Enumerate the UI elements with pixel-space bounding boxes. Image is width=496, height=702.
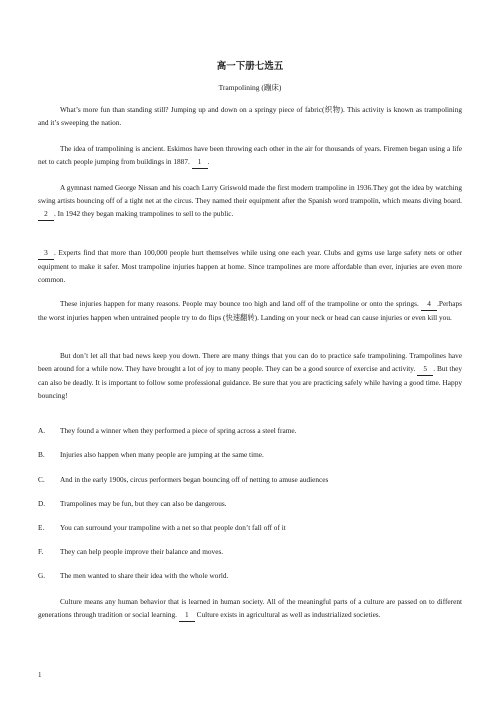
option-text: And in the early 1900s, circus performers began bouncing off of netting to amuse audiences — [60, 475, 329, 484]
option-b[interactable] — [38, 449, 462, 461]
paragraph-6-text-a: But don’t let all that bad news keep you down. There are many things that you can do to practice safe trampolining. Trampolines have been around for a while now. They have brought a lot of joy to many people. They can be a good source of exercise and activity. — [38, 351, 462, 373]
blank-5[interactable]: 5 — [417, 362, 433, 376]
paragraph-6-text-b: . But they can also be deadly. It is important to follow some professional guidance. Be sure that you are practicing safely while having a good time. Happy bouncing! — [38, 364, 462, 400]
blank-4[interactable]: 4 — [421, 297, 437, 311]
option-letter: E. — [38, 523, 45, 532]
blank-1[interactable]: 1 — [192, 155, 208, 169]
option-f[interactable] — [38, 546, 462, 558]
paragraph-2-text-b: . — [207, 157, 210, 166]
culture-text-a: Culture means any human behavior that is learned in human society. All of the meaningful parts of a culture are passed on to different generations through tradition or social learning. — [38, 597, 462, 619]
option-letter: A. — [38, 426, 46, 435]
option-letter: D. — [38, 499, 46, 508]
option-d[interactable] — [38, 498, 462, 510]
culture-text-b: Culture exists in agricultural as well as industrialized societies. — [196, 610, 381, 619]
option-text: They found a winner when they performed a piece of spring across a steel frame. — [60, 426, 297, 435]
option-g[interactable] — [38, 570, 462, 582]
paragraph-1-text: What’s more fun than standing still? Jumping up and down on a springy piece of fabric(织物). This activity is known as trampolining and it’s sweeping the nation. — [38, 105, 462, 127]
paragraph-5 — [38, 297, 462, 324]
paragraph-3-text-b: . In 1942 they began making trampolines to sell to the public. — [54, 209, 234, 218]
paragraph-5-text-b: .Perhaps the worst injuries happen when untrained people try to do flips (快速翻转). Landing on your neck or head can cause injuries or even kill you. — [38, 299, 462, 322]
option-letter: G. — [38, 571, 46, 580]
paragraph-4 — [38, 246, 462, 286]
option-text: The men wanted to share their idea with the whole world. — [60, 571, 229, 580]
paragraph-5-text-a: These injuries happen for many reasons. People may bounce too high and land off of the trampoline or onto the springs. — [60, 299, 419, 308]
blank-culture-1[interactable]: 1 — [179, 608, 195, 622]
paragraph-4-text: . Experts find that more than 100,000 people hurt themselves while using one each year. Clubs and gyms use large safety nets or other equipment to make it safer. Most trampoline injuries happen at home. Since trampolines are more affordable than ever, injuries are even more common. — [38, 248, 462, 284]
option-text: They can help people improve their balance and moves. — [60, 547, 224, 556]
paragraph-1 — [38, 103, 462, 129]
option-letter: C. — [38, 475, 45, 484]
option-text: Trampolines may be fun, but they can also be dangerous. — [60, 499, 227, 508]
option-c[interactable] — [38, 474, 462, 486]
paragraph-3 — [38, 181, 462, 221]
paragraph-2-text-a: The idea of trampolining is ancient. Eskimos have been throwing each other in the air for thousands of years. Firemen began using a life net to catch people jumping from buildings in 1887. — [38, 144, 462, 166]
option-letter: F. — [38, 547, 44, 556]
paragraph-6 — [38, 349, 462, 402]
page-number: 1 — [38, 671, 42, 679]
paragraph-3-text-a: A gymnast named George Nissan and his coach Larry Griswold made the first modern trampoline in 1936.They got the idea by watching swing artists bouncing off of a tight net at the circus. They named their equipment after the Spanish word trampolín, which means diving board. — [38, 183, 462, 205]
option-text: You can surround your trampoline with a net so that people don’t fall off of it — [60, 523, 286, 532]
paragraph-2 — [38, 142, 462, 169]
passage-title: Trampolining (蹦床) — [218, 83, 282, 92]
page-title: 高一下册七选五 — [216, 62, 284, 72]
option-text: Injuries also happen when many people are jumping at the same time. — [60, 450, 264, 459]
paragraph-culture — [38, 595, 462, 622]
blank-3[interactable]: 3 — [38, 246, 54, 260]
option-letter: B. — [38, 450, 45, 459]
option-a[interactable] — [38, 425, 462, 437]
blank-2[interactable]: 2 — [38, 207, 54, 221]
option-e[interactable] — [38, 522, 462, 534]
